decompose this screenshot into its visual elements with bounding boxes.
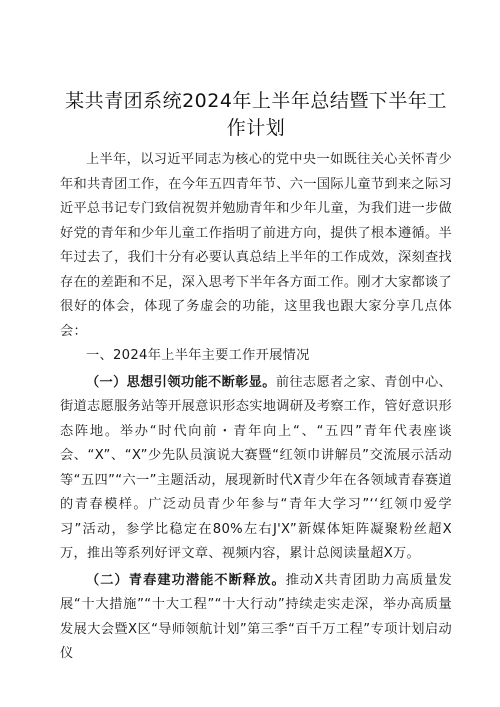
- paragraph-2-body: 推动X共青团助力高质量发展“十大措施”“十大工程”“十大行动”持续走实走深，举办高质量发展大会暨X区“导师领航计划”第三季“百千万工程”专项计划启动仪: [60, 572, 452, 661]
- paragraph-2: [60, 569, 452, 667]
- paragraph-1-lead: （一）思想引领功能不断彰显。: [86, 374, 276, 390]
- title-line-1: 某共青团系统2024年上半年总结暨下半年工: [65, 90, 447, 112]
- paragraph-1: [60, 371, 452, 567]
- paragraph-2-lead: （二）青春建功潜能不断释放。: [86, 572, 286, 588]
- title-line-2: 作计划: [226, 117, 286, 139]
- paragraph-1-body: 前往志愿者之家、青创中心、街道志愿服务站等开展意识形态实地调研及考察工作，管好意识形态阵地。举办“时代向前・青年向上“、“五四”青年代表座谈会、“X”、“X”少先队员演说大赛暨“红领巾讲解员”交流展示活动等“五四”“六一”主题活动，展现新时代X青少年在各领域青春赛道的青春模样。广泛动员青少年参与“青年大学习”‘‘红领巾爱学习”活动，参学比稳定在80%左右J'X”新媒体矩阵凝聚粉丝超X万，推出等系列好评文章、视频内容，累计总阅读量超X万。: [60, 374, 452, 561]
- section-heading-1: 一、2024年上半年主要工作开展情况: [86, 348, 310, 363]
- intro-paragraph: 上半年，以习近平同志为核心的党中央一如既往关心关怀青少年和共青团工作，在今年五四青年节、六一国际儿童节到来之际习近平总书记专门致信祝贺并勉励青年和少年儿童，为我们进一步做好党的青年和少年儿童工作指明了前进方向，提供了根本遵循。半年过去了，我们十分有必要认真总结上半年的工作成效，深刻查找存在的差距和不足，深入思考下半年各方面工作。刚才大家都谈了很好的体会，体现了务虚会的功能，这里我也跟大家分享几点体会：: [60, 152, 452, 339]
- document-title: [60, 88, 452, 142]
